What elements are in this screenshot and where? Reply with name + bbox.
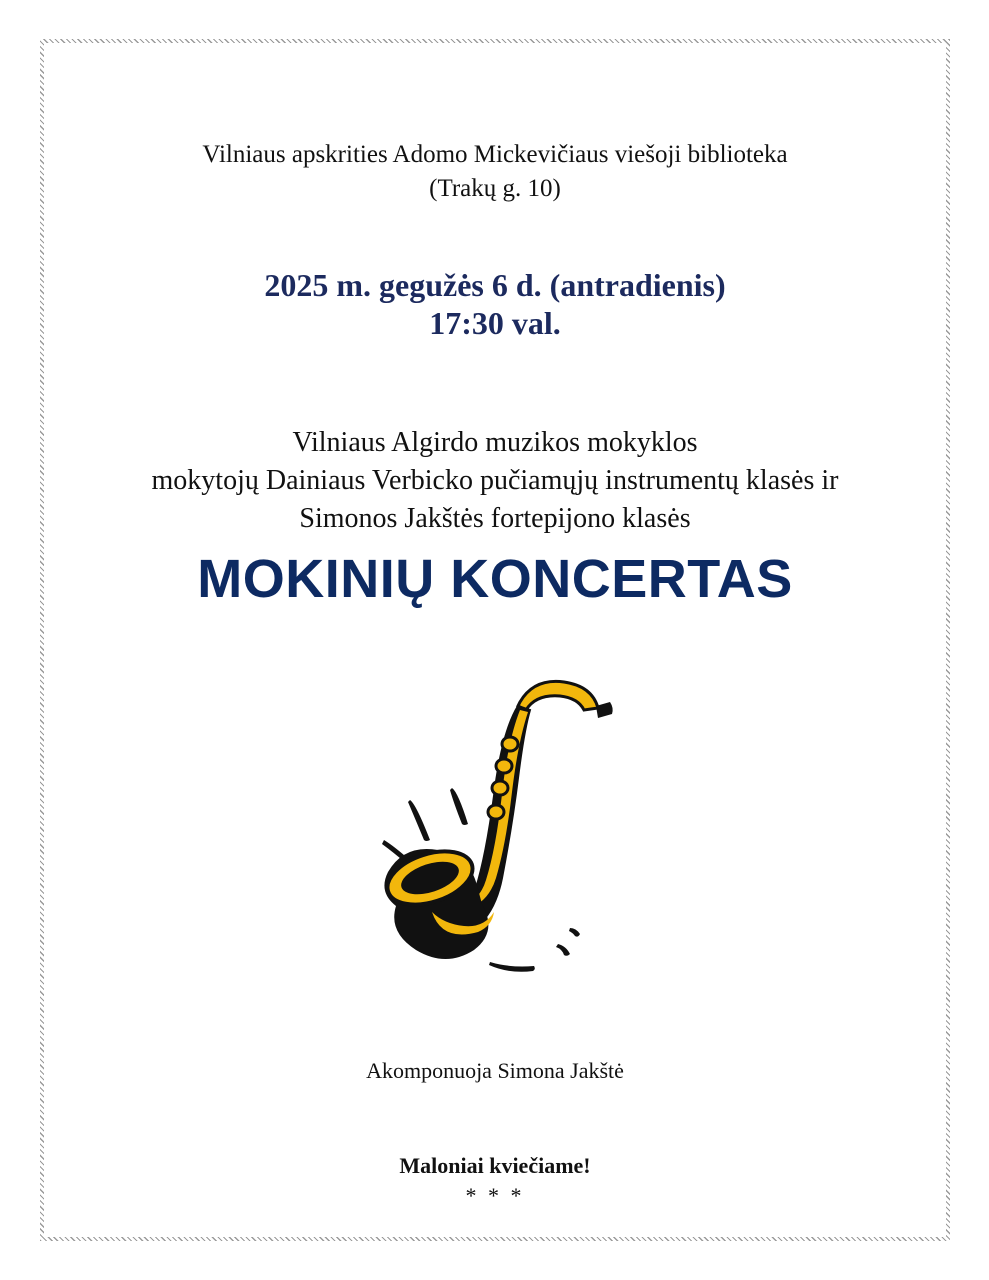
library-name: Vilniaus apskrities Adomo Mickevičiaus viešoji biblioteka (202, 141, 788, 168)
invitation-text: Maloniai kviečiame! (399, 1153, 591, 1178)
event-date: 2025 m. gegužės 6 d. (antradienis) (264, 267, 726, 303)
concert-title: MOKINIŲ KONCERTAS (197, 549, 793, 609)
library-header (40, 138, 950, 206)
program-description (40, 424, 950, 538)
class-line-2: Simonos Jakštės fortepijono klasės (299, 503, 691, 534)
library-address: (Trakų g. 10) (429, 175, 561, 202)
event-time: 17:30 val. (429, 305, 561, 341)
stars-separator: * * * (465, 1183, 525, 1208)
class-line-1: mokytojų Dainiaus Verbicko pučiamųjų instrumentų klasės ir (151, 465, 839, 496)
accompanist-note: Akomponuoja Simona Jakštė (366, 1058, 624, 1083)
school-name: Vilniaus Algirdo muzikos mokyklos (292, 427, 698, 458)
motion-marks-right (489, 928, 580, 972)
event-datetime (40, 266, 950, 342)
saxophone-icon (370, 672, 630, 982)
